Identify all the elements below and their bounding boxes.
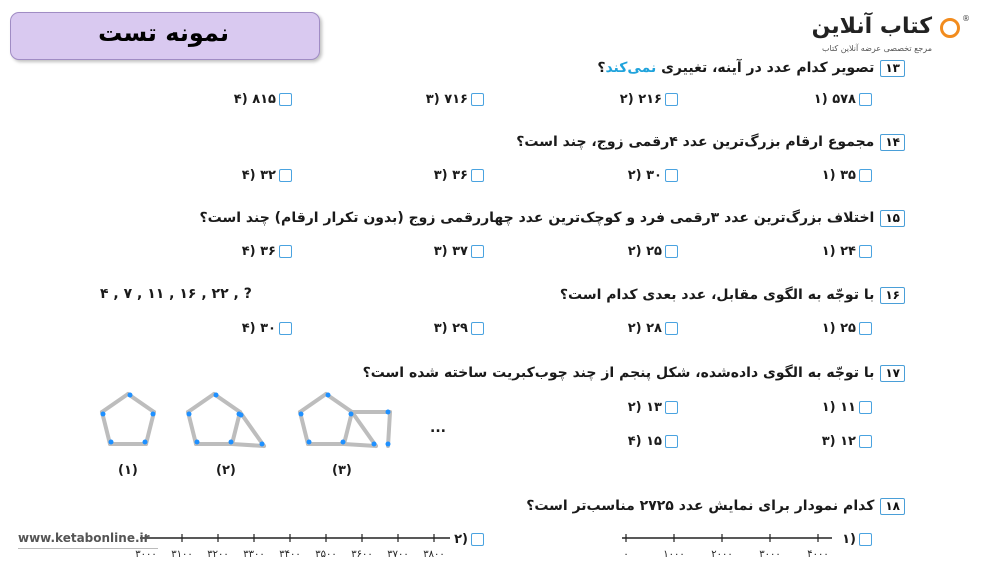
- question-17: [363, 365, 905, 382]
- option-label: ۱۱ (۱: [821, 400, 856, 415]
- q16-option-4[interactable]: [242, 321, 292, 336]
- q13-option-2[interactable]: [620, 92, 678, 107]
- option-label: ۲۴ (۱: [821, 244, 856, 259]
- checkbox-icon[interactable]: [859, 169, 872, 182]
- q15-option-3[interactable]: [434, 244, 484, 259]
- question-text: تصویر کدام عدد در آینه، تغییری: [656, 60, 875, 76]
- q16-option-1[interactable]: [822, 321, 872, 336]
- option-label: ۳۶ (۳: [433, 168, 468, 183]
- checkbox-icon[interactable]: [279, 322, 292, 335]
- q15-option-2[interactable]: [628, 244, 678, 259]
- axis-tick-label: ۳۴۰۰: [279, 549, 301, 560]
- question-text-end: ؟: [597, 60, 606, 76]
- option-label: ۳۵ (۱: [821, 168, 856, 183]
- option-label: (۲: [454, 532, 468, 547]
- question-text: با توجّه به الگوی داده‌شده، شکل پنجم از چند چوب‌کبریت ساخته شده است؟: [362, 365, 875, 381]
- q13-option-1[interactable]: [814, 92, 872, 107]
- question-text: کدام نمودار برای نمایش عدد ۲۷۲۵ مناسب‌تر است؟: [526, 498, 875, 514]
- checkbox-icon[interactable]: [471, 322, 484, 335]
- axis-tick-label: ۳۶۰۰: [351, 549, 373, 560]
- q17-option-2[interactable]: [628, 400, 678, 415]
- q14-option-3[interactable]: [434, 168, 484, 183]
- shape-3-pentagon-triangle-square: [300, 394, 390, 446]
- question-highlight: نمی‌کند: [605, 60, 657, 76]
- checkbox-icon[interactable]: [471, 533, 484, 546]
- checkbox-icon[interactable]: [665, 245, 678, 258]
- option-label: ۸۱۵ (۴: [233, 92, 276, 107]
- option-label: ۳۷ (۳: [433, 244, 468, 259]
- checkbox-icon[interactable]: [665, 93, 678, 106]
- logo-tagline: مرجع تخصصی عرضه آنلاین کتاب: [821, 44, 932, 53]
- checkbox-icon[interactable]: [859, 322, 872, 335]
- checkbox-icon[interactable]: [859, 401, 872, 414]
- q17-option-3[interactable]: [822, 434, 872, 449]
- question-14: [516, 134, 905, 151]
- option-label: ۱۵ (۴: [627, 434, 662, 449]
- option-label: ۵۷۸ (۱: [813, 92, 856, 107]
- option-label: ۱۲ (۳: [821, 434, 856, 449]
- axis-tick-label: ۳۱۰۰: [171, 549, 193, 560]
- checkbox-icon[interactable]: [471, 93, 484, 106]
- website-url: www.ketabonline.ir: [18, 531, 150, 545]
- matchstick-pattern: [90, 388, 410, 454]
- logo-ring-icon: [940, 18, 960, 38]
- checkbox-icon[interactable]: [665, 169, 678, 182]
- option-label: ۳۲ (۴: [241, 168, 276, 183]
- q14-option-2[interactable]: [628, 168, 678, 183]
- q16-option-3[interactable]: [434, 321, 484, 336]
- number-sequence: ۴ , ۷ , ۱۱ , ۱۶ , ۲۲ , ?: [100, 286, 252, 302]
- shape-label-2: (۲): [216, 463, 236, 478]
- checkbox-icon[interactable]: [859, 93, 872, 106]
- option-label: ۷۱۶ (۳: [425, 92, 468, 107]
- checkbox-icon[interactable]: [471, 169, 484, 182]
- question-number: ۱۵: [880, 210, 905, 227]
- checkbox-icon[interactable]: [279, 169, 292, 182]
- logo: [780, 14, 970, 58]
- logo-trademark: ®: [962, 14, 970, 23]
- badge-title: نمونه تست: [98, 19, 229, 47]
- q16-option-2[interactable]: [628, 321, 678, 336]
- url-underline: [18, 548, 158, 549]
- question-text: مجموع ارقام بزرگ‌ترین عدد ۴رقمی زوج، چند است؟: [516, 134, 875, 150]
- sample-test-badge: [10, 12, 320, 60]
- option-label: ۱۳ (۲: [627, 400, 662, 415]
- checkbox-icon[interactable]: [471, 245, 484, 258]
- question-number: ۱۸: [880, 498, 905, 515]
- question-number: ۱۷: [880, 365, 905, 382]
- axis-tick-label: ۲۰۰۰: [711, 549, 733, 560]
- option-label: ۲۹ (۳: [433, 321, 468, 336]
- number-line-option-2: [118, 526, 468, 562]
- question-number: ۱۳: [880, 60, 905, 77]
- question-text: با توجّه به الگوی مقابل، عدد بعدی کدام است؟: [559, 287, 875, 303]
- option-label: ۲۵ (۲: [627, 244, 662, 259]
- q17-option-4[interactable]: [628, 434, 678, 449]
- shape-1-pentagon: [102, 394, 154, 444]
- pattern-ellipsis: ...: [430, 420, 446, 436]
- axis-tick-label: ۳۰۰۰: [759, 549, 781, 560]
- number-line-option-1: [600, 526, 850, 562]
- q14-option-1[interactable]: [822, 168, 872, 183]
- q14-option-4[interactable]: [242, 168, 292, 183]
- question-16: [560, 287, 905, 304]
- q13-option-4[interactable]: [234, 92, 292, 107]
- shape-2-pentagon-triangle: [188, 394, 264, 446]
- question-number: ۱۴: [880, 134, 905, 151]
- question-15: [200, 210, 905, 227]
- axis-tick-label: ۰: [623, 549, 629, 560]
- shape-label-3: (۳): [332, 463, 352, 478]
- question-18: [526, 498, 905, 515]
- shape-label-1: (۱): [118, 463, 138, 478]
- checkbox-icon[interactable]: [859, 245, 872, 258]
- option-label: ۳۶ (۴: [241, 244, 276, 259]
- question-13: [597, 60, 905, 77]
- axis-tick-label: ۳۲۰۰: [207, 549, 229, 560]
- option-label: ۲۸ (۲: [627, 321, 662, 336]
- checkbox-icon[interactable]: [665, 435, 678, 448]
- q17-option-1[interactable]: [822, 400, 872, 415]
- q15-option-1[interactable]: [822, 244, 872, 259]
- option-label: ۳۰ (۲: [627, 168, 662, 183]
- question-number: ۱۶: [880, 287, 905, 304]
- checkbox-icon[interactable]: [279, 93, 292, 106]
- axis-tick-label: ۳۷۰۰: [387, 549, 409, 560]
- axis-tick-label: ۴۰۰۰: [807, 549, 829, 560]
- checkbox-icon[interactable]: [279, 245, 292, 258]
- question-text: اختلاف بزرگ‌ترین عدد ۳رقمی فرد و کوچک‌ترین عدد چهاررقمی زوج (بدون تکرار ارقام) چند است؟: [199, 210, 875, 226]
- q15-option-4[interactable]: [242, 244, 292, 259]
- axis-tick-label: ۳۵۰۰: [315, 549, 337, 560]
- checkbox-icon[interactable]: [859, 435, 872, 448]
- q13-option-3[interactable]: [426, 92, 484, 107]
- option-label: ۳۰ (۴: [241, 321, 276, 336]
- logo-name: کتاب آنلاین: [811, 14, 932, 39]
- axis-tick-label: ۳۸۰۰: [423, 549, 445, 560]
- option-label: (۱: [842, 532, 856, 547]
- checkbox-icon[interactable]: [665, 322, 678, 335]
- axis-tick-label: ۳۳۰۰: [243, 549, 265, 560]
- option-label: ۲۱۶ (۲: [619, 92, 662, 107]
- axis-tick-label: ۳۰۰۰: [135, 549, 157, 560]
- axis-tick-label: ۱۰۰۰: [663, 549, 685, 560]
- option-label: ۲۵ (۱: [821, 321, 856, 336]
- checkbox-icon[interactable]: [665, 401, 678, 414]
- checkbox-icon[interactable]: [859, 533, 872, 546]
